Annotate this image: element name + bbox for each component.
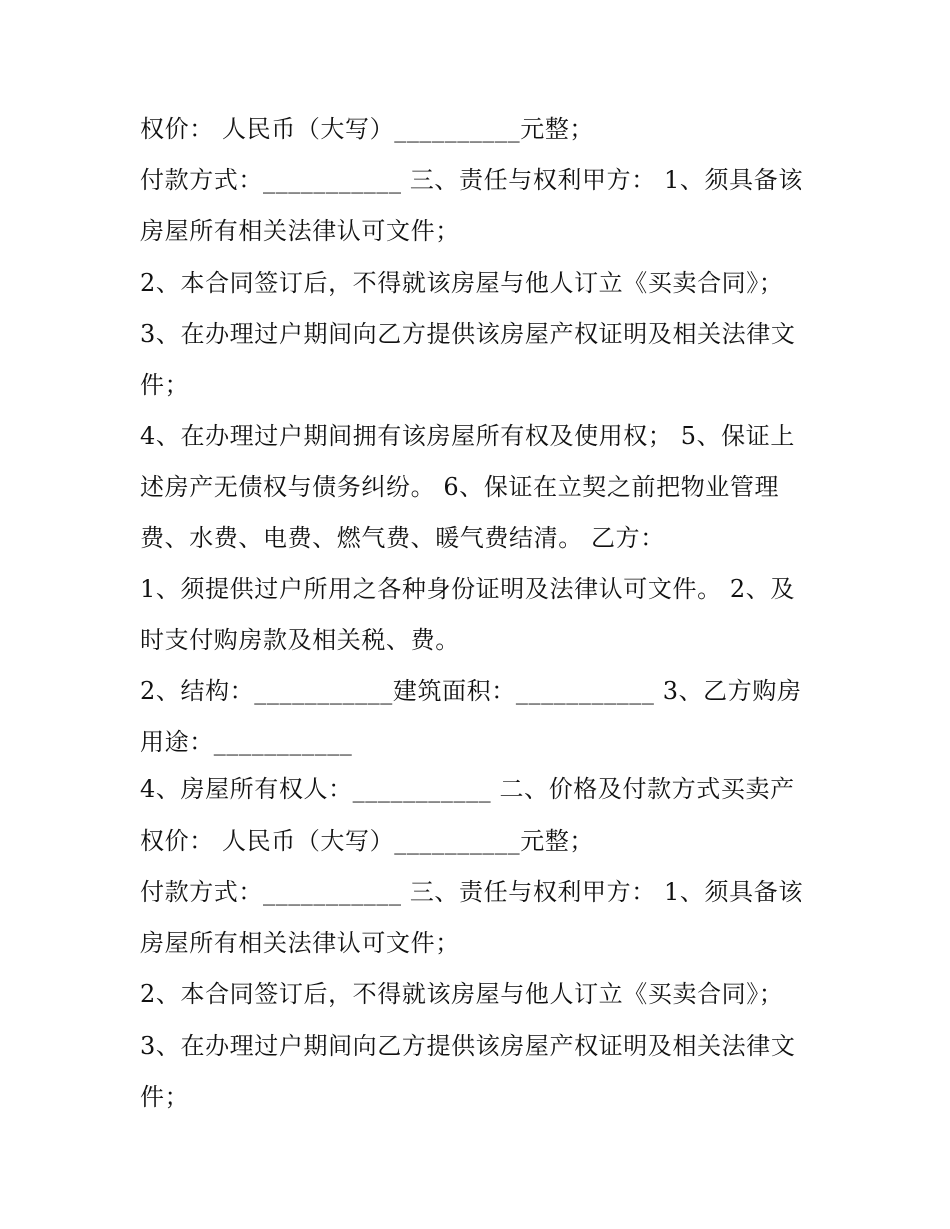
text-line: 费、水费、电费、燃气费、暖气费结清。 乙方： [140,524,665,552]
text-line: 件； [140,1083,190,1111]
text-line: 权价： 人民币（大写）__________元整； [140,115,595,143]
text-line: 时支付购房款及相关税、费。 [140,626,460,654]
text-line: 权价： 人民币（大写）__________元整； [140,827,595,855]
text-line: 3、在办理过户期间向乙方提供该房屋产权证明及相关法律文 [140,1032,796,1060]
text-line: 4、房屋所有权人：___________ 二、价格及付款方式买卖产 [140,775,795,803]
text-line: 房屋所有相关法律认可文件； [140,217,460,245]
text-line: 2、本合同签订后，不得就该房屋与他人订立《买卖合同》； [140,980,784,1008]
text-line: 1、须提供过户所用之各种身份证明及法律认可文件。 2、及 [140,575,795,603]
text-line: 房屋所有相关法律认可文件； [140,929,460,957]
text-line: 2、本合同签订后，不得就该房屋与他人订立《买卖合同》； [140,269,784,297]
text-line: 付款方式：___________ 三、责任与权利甲方： 1、须具备该 [140,878,803,906]
text-line: 2、结构：___________建筑面积：___________ 3、乙方购房 [140,677,802,705]
text-line: 付款方式：___________ 三、责任与权利甲方： 1、须具备该 [140,166,803,194]
text-line: 4、在办理过户期间拥有该房屋所有权及使用权； 5、保证上 [140,422,795,450]
text-line: 3、在办理过户期间向乙方提供该房屋产权证明及相关法律文 [140,320,796,348]
text-line: 件； [140,371,190,399]
text-line: 述房产无债权与债务纠纷。 6、保证在立契之前把物业管理 [140,473,780,501]
text-line: 用途：___________ [140,728,353,756]
